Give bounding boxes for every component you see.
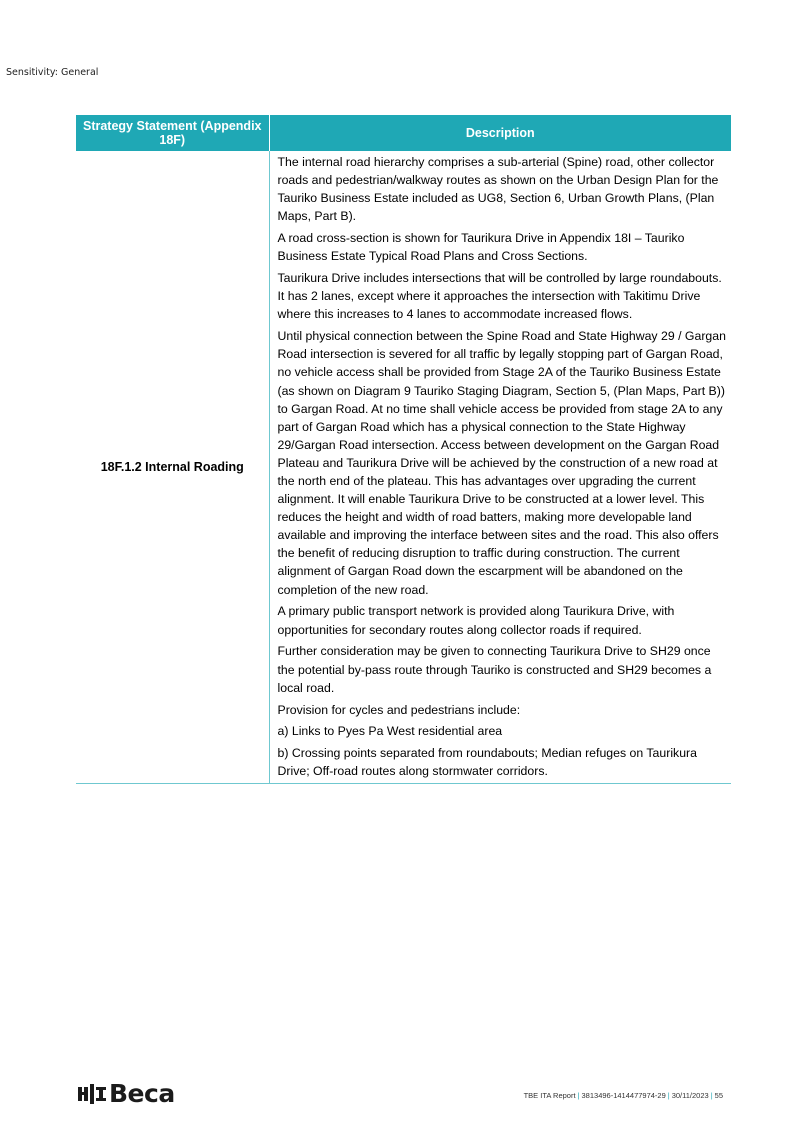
- report-name: TBE ITA Report: [523, 1091, 576, 1100]
- table-row: [76, 151, 731, 784]
- footer-separator: |: [710, 1091, 713, 1100]
- description-paragraph: b) Crossing points separated from roundabouts; Median refuges on Taurikura Drive; Off-road routes along stormwater corridors.: [277, 746, 697, 779]
- beca-logo-text: Beca: [109, 1079, 175, 1108]
- description-paragraph: A road cross-section is shown for Taurikura Drive in Appendix 18I – Tauriko Business Estate Typical Road Plans and Cross Sections.: [277, 231, 685, 264]
- description-paragraph: a) Links to Pyes Pa West residential area: [277, 724, 503, 739]
- beca-logo-mark-icon: [78, 1084, 106, 1104]
- sensitivity-label: Sensitivity: General: [6, 67, 99, 78]
- description-paragraph: Provision for cycles and pedestrians include:: [277, 702, 521, 717]
- description-paragraph: A primary public transport network is provided along Taurikura Drive, with opportunities for secondary routes along collector roads if required.: [277, 604, 675, 637]
- footer-separator: |: [577, 1091, 580, 1100]
- strategy-table: [76, 115, 731, 784]
- beca-logo: [78, 1079, 175, 1108]
- description-paragraph: Further consideration may be given to connecting Taurikura Drive to SH29 once the potential by-pass route through Tauriko is constructed and SH29 becomes a local road.: [277, 644, 712, 695]
- description-paragraph: Until physical connection between the Spine Road and State Highway 29 / Gargan Road intersection is severed for all traffic by legally stopping part of Gargan Road, no vehicle access shall be provided from Stage 2A of the Tauriko Business Estate (as shown on Diagram 9 Tauriko Staging Diagram, Section 5, (Plan Maps, Part B)) to Gargan Road. At no time shall vehicle access be provided from stage 2A to any part of Gargan Road which has a physical connection to the State Highway 29/Gargan Road intersection. Access between development on the Gargan Road Plateau and Taurikura Drive will be achieved by the construction of a new road at the north end of the plateau. This has advantages over upgrading the current alignment. It will enable Taurikura Drive to be constructed at a lower level. This reduces the height and width of road batters, making more developable land available and improving the interface between sites and the road. This also offers the benefit of reducing disruption to traffic during construction. The current alignment of Gargan Road down the escarpment will be abandoned on the completion of the new road.: [277, 329, 726, 597]
- description-paragraph: The internal road hierarchy comprises a sub-arterial (Spine) road, other collector roads and pedestrian/walkway routes as shown on the Urban Design Plan for the Tauriko Business Estate included as UG8, Section 6, Urban Growth Plans, (Plan Maps, Part B).: [277, 155, 719, 224]
- strategy-statement-cell: 18F.1.2 Internal Roading: [76, 151, 269, 784]
- footer-separator: |: [667, 1091, 670, 1100]
- description-paragraph: Taurikura Drive includes intersections that will be controlled by large roundabouts. It has 2 lanes, except where it approaches the intersection with Takitimu Drive where this increases to 4 lanes to accommodate increased flows.: [277, 271, 722, 322]
- footer-meta: [524, 1091, 723, 1100]
- page-number: 55: [714, 1091, 723, 1100]
- report-date: 30/11/2023: [671, 1091, 709, 1100]
- table-header-row: [76, 115, 731, 151]
- document-id: 3813496-1414477974-29: [581, 1091, 666, 1100]
- column-header-description: Description: [269, 115, 731, 151]
- description-cell: [269, 151, 731, 784]
- column-header-strategy-statement: Strategy Statement (Appendix 18F): [76, 115, 269, 151]
